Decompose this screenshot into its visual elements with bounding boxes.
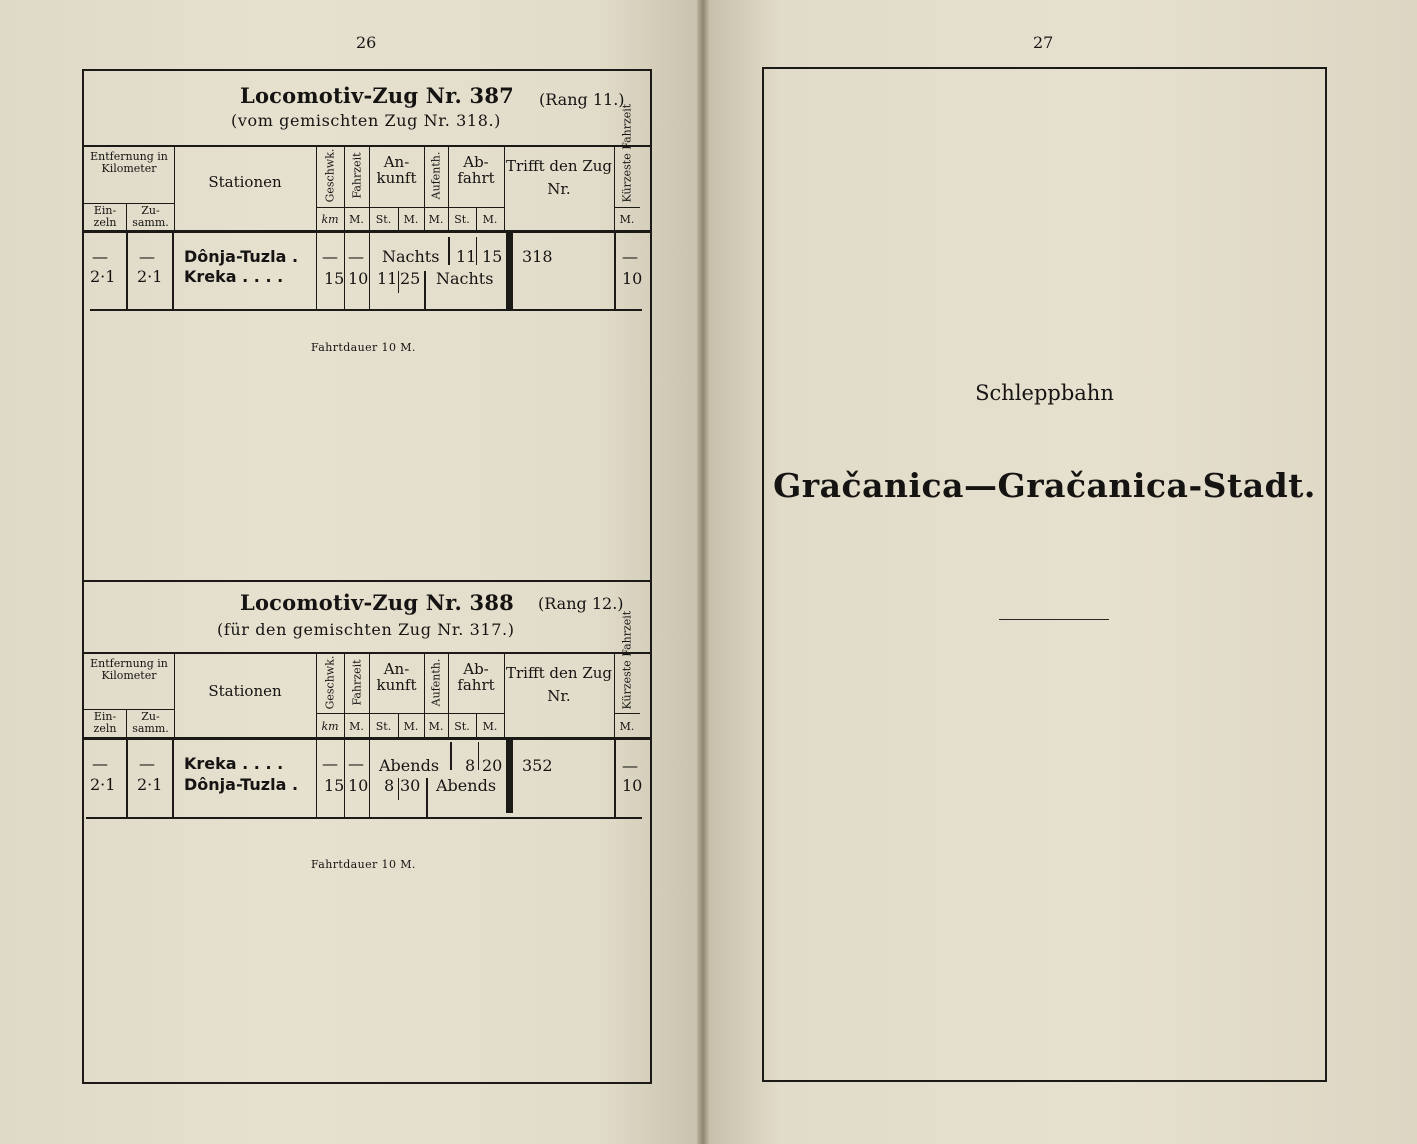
unit-m: M. [619,720,635,733]
cell-zusamm: — [139,247,155,266]
header-zusamm: Zu-samm. [132,710,169,735]
train-387-rang: (Rang 11.) [539,90,625,109]
cell-kuerzeste: — [622,247,638,266]
unit-m: M. [403,720,419,733]
cell-fahrzeit: 10 [348,776,369,795]
header-trifft: Trifft den Zug Nr. [505,157,613,198]
cell-ankunft-m: 25 [400,269,421,288]
cell-geschwk: 15 [324,776,345,795]
cell-ankunft: Abends [379,756,440,775]
unit-m: M. [482,213,498,226]
schleppbahn-heading: Schleppbahn [975,381,1114,405]
unit-m: M. [349,213,364,226]
page-number-right: 27 [1033,33,1054,52]
header-stationen: Stationen [208,682,282,700]
cell-kuerzeste: 10 [622,776,643,795]
header-zusamm: Zu-samm. [132,204,169,229]
header-aufenth: Aufenth. [429,658,443,707]
cell-abfahrt: Abends [436,776,497,795]
cell-station: Dônja-Tuzla . [184,775,299,794]
cell-trifft: 352 [522,756,553,775]
header-fahrzeit: Fahrzeit [350,659,364,706]
header-einzeln: Ein-zeln [93,710,117,735]
header-stationen: Stationen [208,173,282,191]
cell-geschwk: — [322,754,338,773]
cell-fahrzeit: 10 [348,269,369,288]
train-388-section [84,582,650,1082]
unit-m: M. [349,720,364,733]
unit-st: St. [454,213,470,226]
unit-m: M. [428,213,444,226]
cell-station: Kreka . . . . [184,754,284,773]
separator-rule [999,619,1109,620]
header-geschwk: Geschwk. [323,148,337,203]
header-trifft: Trifft den Zug Nr. [505,664,613,705]
unit-m: M. [428,720,444,733]
train-387-title: Locomotiv-Zug Nr. 387 [240,83,514,108]
right-page [709,0,1417,1144]
cell-zusamm: — [139,754,155,773]
header-geschwk: Geschwk. [323,655,337,710]
cell-einzeln: 2·1 [90,267,116,286]
cell-einzeln: — [92,247,108,266]
header-ankunft: An-kunft [376,660,417,694]
header-abfahrt: Ab-fahrt [457,153,495,187]
cell-abfahrt-st: 11 [456,247,477,266]
route-title: Gračanica—Gračanica-Stadt. [773,466,1316,505]
unit-st: St. [454,720,470,733]
book-gutter [697,0,709,1144]
train-387-subtitle: (vom gemischten Zug Nr. 318.) [231,111,502,130]
header-aufenth: Aufenth. [429,151,443,200]
cell-abfahrt: Nachts [436,269,494,288]
unit-m: M. [403,213,419,226]
train-387-section [84,71,650,581]
cell-ankunft: Nachts [382,247,440,266]
cell-zusamm: 2·1 [137,775,163,794]
cell-zusamm: 2·1 [137,267,163,286]
unit-st: St. [375,720,392,733]
train-388-subtitle: (für den gemischten Zug Nr. 317.) [217,620,515,639]
cell-station: Dônja-Tuzla . [184,247,299,266]
cell-abfahrt-m: 20 [482,756,503,775]
cell-ankunft-st: 11 [377,269,398,288]
cell-ankunft-m: 30 [400,776,421,795]
unit-km: km [321,213,339,226]
fahrtdauer-387: Fahrtdauer 10 M. [311,341,416,354]
cell-geschwk: — [322,247,338,266]
cell-abfahrt-st: 8 [465,756,476,775]
cell-fahrzeit: — [348,754,364,773]
cell-station: Kreka . . . . [184,267,284,286]
header-entfernung: Entfernung in Kilometer [90,657,168,682]
cell-geschwk: 15 [324,269,345,288]
unit-km: km [321,720,339,733]
header-kuerzeste: Kürzeste Fahrzeit [620,103,634,203]
fahrtdauer-388: Fahrtdauer 10 M. [311,858,416,871]
left-page-frame [82,69,652,1084]
train-388-title: Locomotiv-Zug Nr. 388 [240,590,514,615]
cell-einzeln: 2·1 [90,775,116,794]
header-abfahrt: Ab-fahrt [457,660,495,694]
cell-ankunft-st: 8 [384,776,395,795]
header-kuerzeste: Kürzeste Fahrzeit [620,610,634,710]
header-ankunft: An-kunft [376,153,417,187]
cell-abfahrt-m: 15 [482,247,503,266]
unit-m: M. [482,720,498,733]
header-einzeln: Ein-zeln [93,204,117,229]
cell-fahrzeit: — [348,247,364,266]
cell-kuerzeste: — [622,756,638,775]
right-page-frame [762,67,1327,1082]
header-entfernung: Entfernung in Kilometer [90,150,168,175]
cell-kuerzeste: 10 [622,269,643,288]
left-page [0,0,700,1144]
cell-einzeln: — [92,754,108,773]
page-number-left: 26 [356,33,377,52]
train-388-rang: (Rang 12.) [538,594,624,613]
unit-m: M. [619,213,635,226]
cell-trifft: 318 [522,247,553,266]
unit-st: St. [375,213,392,226]
header-fahrzeit: Fahrzeit [350,152,364,199]
